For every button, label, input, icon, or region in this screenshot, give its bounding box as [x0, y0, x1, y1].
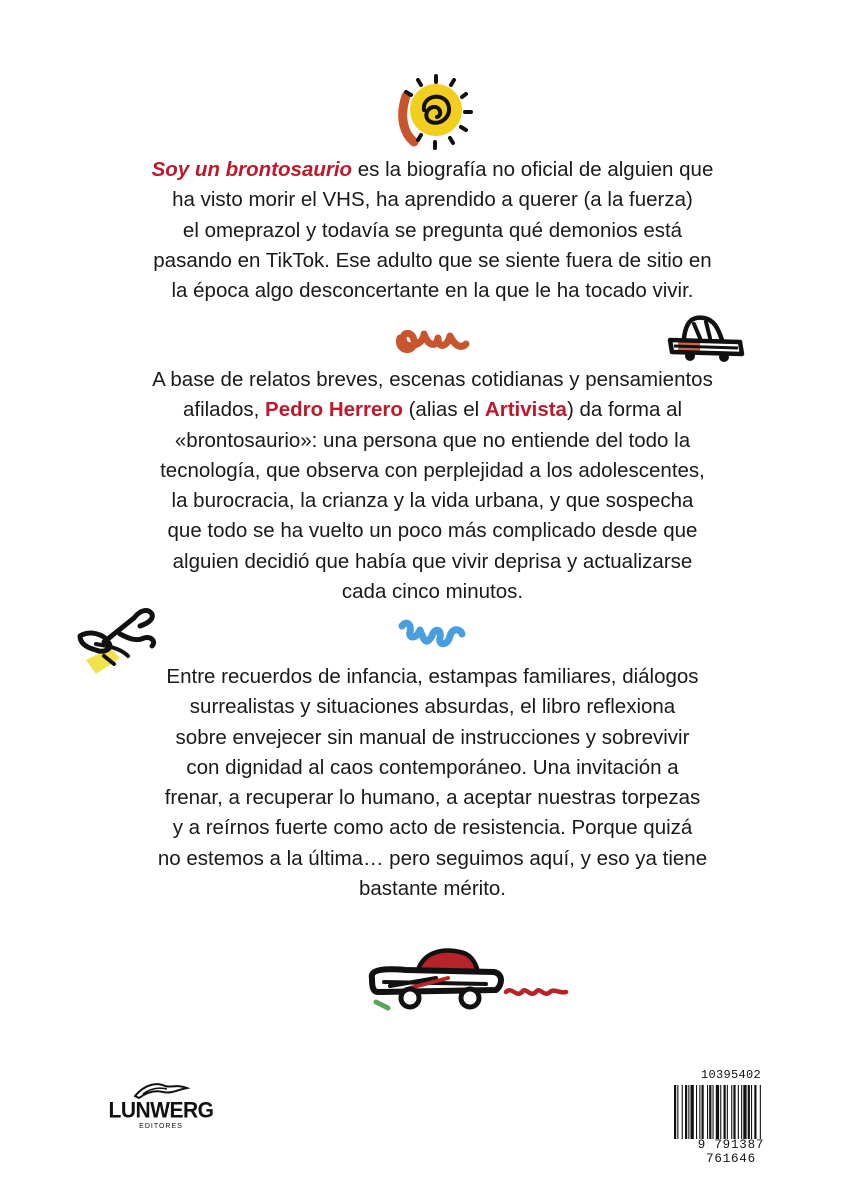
isbn-number: 9 791387 761646 — [697, 1138, 765, 1166]
text-line: no estemos a la última… pero seguimos aquí, y eso ya tiene — [157, 846, 708, 870]
text-line: pasando en TikTok. Ese adulto que se siente fuera de sitio en — [153, 248, 712, 272]
author-alias: Artivista — [484, 398, 567, 422]
description-paragraph-2 — [0, 365, 865, 607]
publisher-logo — [100, 1078, 222, 1130]
description-paragraph-1 — [0, 155, 865, 306]
text-line: con dignidad al caos contemporáneo. Una invitación a — [186, 755, 679, 779]
sun-doodle-icon — [392, 70, 480, 152]
text-run: es la biografía no oficial de alguien que — [352, 158, 714, 181]
description-paragraph-3 — [0, 662, 865, 904]
text-line: surrealistas y situaciones absurdas, el libro reflexiona — [189, 695, 676, 719]
text-line: Entre recuerdos de infancia, estampas familiares, diálogos — [166, 665, 699, 688]
book-title: Soy un brontosaurio — [151, 158, 353, 181]
text-line: bastante mérito. — [359, 877, 506, 901]
text-run: (alias el — [402, 398, 485, 422]
publisher-subtitle: EDITORES — [139, 1123, 183, 1130]
author-name: Pedro Herrero — [265, 398, 403, 422]
text-line: alguien decidió que había que vivir deprisa y actualizarse — [172, 549, 693, 573]
text-line: la burocracia, la crianza y la vida urbana, y que sospecha — [171, 489, 694, 513]
product-code: 10395402 — [700, 1068, 761, 1082]
blue-squiggle-icon — [398, 616, 468, 652]
barcode-icon — [672, 1085, 790, 1139]
text-line: y a reírnos fuerte como acto de resistencia. Porque quizá — [172, 816, 693, 840]
text-line: ha visto morir el VHS, ha aprendido a querer (a la fuerza) — [172, 188, 693, 212]
text-line — [0, 395, 865, 425]
text-line: A base de relatos breves, escenas cotidianas y pensamientos — [152, 368, 713, 391]
text-run: ) da forma al — [566, 398, 683, 422]
text-line: frenar, a recuperar lo humano, a aceptar nuestras torpezas — [164, 786, 701, 810]
car-doodle-icon — [666, 312, 746, 364]
text-line: «brontosaurio»: una persona que no entiende del todo la — [174, 428, 691, 452]
logo-wave-icon — [131, 1078, 191, 1100]
text-line: cada cinco minutos. — [341, 580, 524, 604]
text-line: sobre envejecer sin manual de instrucciones y sobrevivir — [175, 725, 690, 749]
publisher-name: LUNWERG — [108, 1098, 214, 1123]
text-line — [0, 155, 865, 185]
text-line: que todo se ha vuelto un poco más complicado desde que — [167, 519, 698, 543]
red-car-doodle-icon — [366, 942, 586, 1018]
orange-squiggle-icon — [394, 322, 470, 356]
text-run: afilados, — [182, 398, 266, 422]
barcode-block — [672, 1068, 790, 1166]
text-line: tecnología, que observa con perplejidad a los adolescentes, — [160, 458, 705, 482]
text-line: el omeprazol y todavía se pregunta qué demonios está — [182, 218, 683, 242]
text-line: la época algo desconcertante en la que le ha tocado vivir. — [171, 279, 694, 303]
